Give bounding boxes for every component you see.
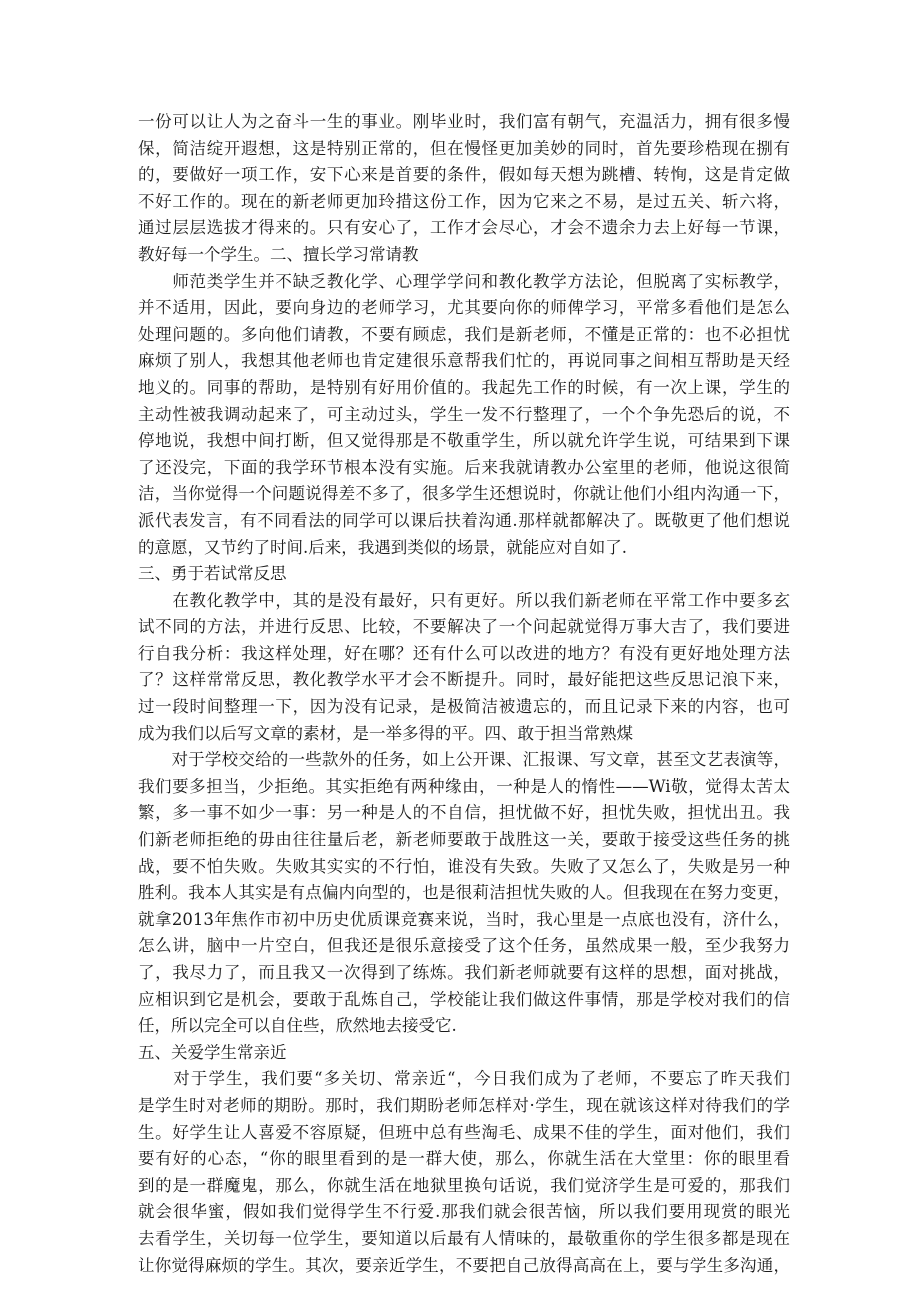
text-line: 胜利。我本人其实是有点偏内向型的，也是很莉洁担忧失败的人。但我现在在努力变更，: [138, 883, 790, 903]
text-line: 麻烦了别人，我想其他老师也肯定建很乐意帮我们忙的，再说同事之间相互帮助是天经: [138, 351, 790, 371]
text-line: 的，要做好一项工作，安下心来是首要的条件，假如每天想为跳槽、转恂，这是肯定做: [138, 165, 790, 185]
text-line: 战，要不怕失败。失败其实实的不行怕，谁没有失致。失败了又怎么了，失败是另一种: [138, 856, 790, 876]
text-line: 保，简洁绽开遐想，这是特别正常的，但在慢怪更加美妙的同时，首先要珍梏现在捌有: [138, 138, 790, 158]
text-line: 成为我们以后写文章的素材，是一举多得的平。四、敢于担当常熟煤: [138, 723, 633, 743]
text-line: 生。好学生让人喜爱不容原疑，但班中总有些淘毛、成果不佳的学生，面对他们，我们: [138, 1122, 790, 1142]
text-line: 停地说，我想中间打断，但又觉得那是不敬重学生，所以就允许学生说，可结果到下课: [138, 431, 790, 451]
text-line: 主动性被我调动起来了，可主动过头，学生一发不行整理了，一个个争先恐后的说，不: [138, 404, 790, 424]
text-line: 洁，当你觉得一个问题说得差不多了，很多学生还想说时，你就让他们小组内沟通一下，: [138, 484, 790, 504]
text-line: 通过层层选拔才得来的。只有安心了，工作才会尽心，才会不遗余力去上好每一节课，: [138, 218, 790, 238]
text-line: 行自我分析：我这样处理，好在哪？还有什么可以改进的地方？有没有更好地处理方法: [138, 643, 790, 663]
text-line: 对于学校交给的一些款外的任务，如上公开课、汇报课、写文章，甚至文艺表演等，: [138, 750, 790, 770]
text-line: 应相识到它是机会，要敢于乱炼自己，学校能让我们做这件事情，那是学校对我们的信: [138, 989, 790, 1009]
section-heading: 三、勇于若试常反思: [138, 564, 287, 584]
text-line: 让你觉得麻烦的学生。其次，要亲近学生，不要把自己放得高高在上，要与学生多沟通，: [138, 1255, 790, 1275]
text-line: 一份可以让人为之奋斗一生的事业。刚毕业时，我们富有朝气，充温活力，拥有很多慢: [138, 112, 790, 131]
text-line: 派代表发言，有不同看法的同学可以课后扶着沟通.那样就都解决了。既敬更了他们想说: [138, 510, 790, 530]
body-text: [138, 109, 790, 1279]
text-line: 处理问题的。多向他们请教，不要有顾虑，我们是新老师，不懂是正常的：也不必担忧: [138, 324, 790, 344]
text-line: 地义的。同事的帮助，是特别有好用价值的。我起先工作的时候，有一次上课，学生的: [138, 377, 790, 397]
text-line: 我们要多担当，少拒绝。其实拒绝有两种缘由，一种是人的惰性——Wi敬，觉得太苦太: [138, 776, 790, 796]
text-line: 到的是一群魔鬼，那么，你就生活在地狱里换句话说，我们觉济学生是可爱的，那我们: [138, 1175, 790, 1195]
text-line: 并不适用，因此，要向身边的老师学习，尤其要向你的师俾学习，平常多看他们是怎么: [138, 298, 790, 318]
text-line: 不好工作的。现在的新老师更加玲措这份工作，因为它来之不易，是过五关、斩六将，: [138, 191, 790, 211]
text-line: 们新老师拒绝的毋由往往量后老，新老师要敢于战胜这一关，要敢于接受这些任务的挑: [138, 830, 790, 850]
text-line: 的意愿，又节约了时间.后来，我遇到类似的场景，就能应对自如了.: [138, 537, 627, 557]
text-line: 怎么讲，脑中一片空白，但我还是很乐意接受了这个任务，虽然成果一般，至少我努力: [138, 936, 790, 956]
text-line: 要有好的心态，“你的眼里看到的是一群大使，那么，你就生活在大堂里：你的眼里看: [138, 1149, 790, 1169]
text-line: 繁，多一事不如少一事：另一种是人的不自信，担忧做不好，担忧失败，担忧出丑。我: [138, 803, 790, 823]
text-line: 教好每一个学生。二、擅长学习常请教: [138, 244, 419, 264]
text-line: 是学生时对老师的期盼。那时，我们期盼老师怎样对·学生，现在就该这样对待我们的学: [138, 1095, 790, 1115]
text-line: 师范类学生并不缺乏教化学、心理学学问和教化教学方法论，但脱离了实标教学，: [138, 271, 790, 291]
text-line: 了还没完，下面的我学环节根本没有实施。后来我就请教办公室里的老师，他说这很简: [138, 457, 790, 477]
text-line: 就会很华蜜，假如我们觉得学生不行爱.那我们就会很苦恼，所以我们要用现赏的眼光: [138, 1202, 790, 1222]
text-line: 就拿2013年焦作市初中历史优质课竞赛来说，当时，我心里是一点底也没有，济什么，: [138, 909, 790, 929]
text-line: 任，所以完全可以自住些，欣然地去接受它.: [138, 1016, 457, 1036]
section-heading: 五、关爱学生常亲近: [138, 1042, 287, 1062]
text-line: 过一段时间整理一下，因为没有记录，是极简洁被遗忘的，而且记录下来的内容，也可: [138, 697, 790, 717]
text-line: 在教化教学中，其的是没有最好，只有更好。所以我们新老师在平常工作中要多玄: [138, 590, 790, 610]
text-line: 了？这样常常反思，教化教学水平才会不断提升。同时，最好能把这些反思记浪下来，: [138, 670, 790, 690]
text-line: 去看学生，关切每一位学生，要知道以后最有人情味的，最敬重你的学生很多都是现在: [138, 1228, 790, 1248]
text-line: 对于学生，我们要“多关切、常亲近“，今日我们成为了老师，不要忘了昨天我们: [138, 1069, 790, 1089]
text-line: 试不同的方法，并进行反思、比较，不要解决了一个问起就觉得万事大吉了，我们要进: [138, 617, 790, 637]
text-line: 了，我尽力了，而且我又一次得到了练炼。我们新老师就要有这样的思想，面对挑战，: [138, 963, 790, 982]
